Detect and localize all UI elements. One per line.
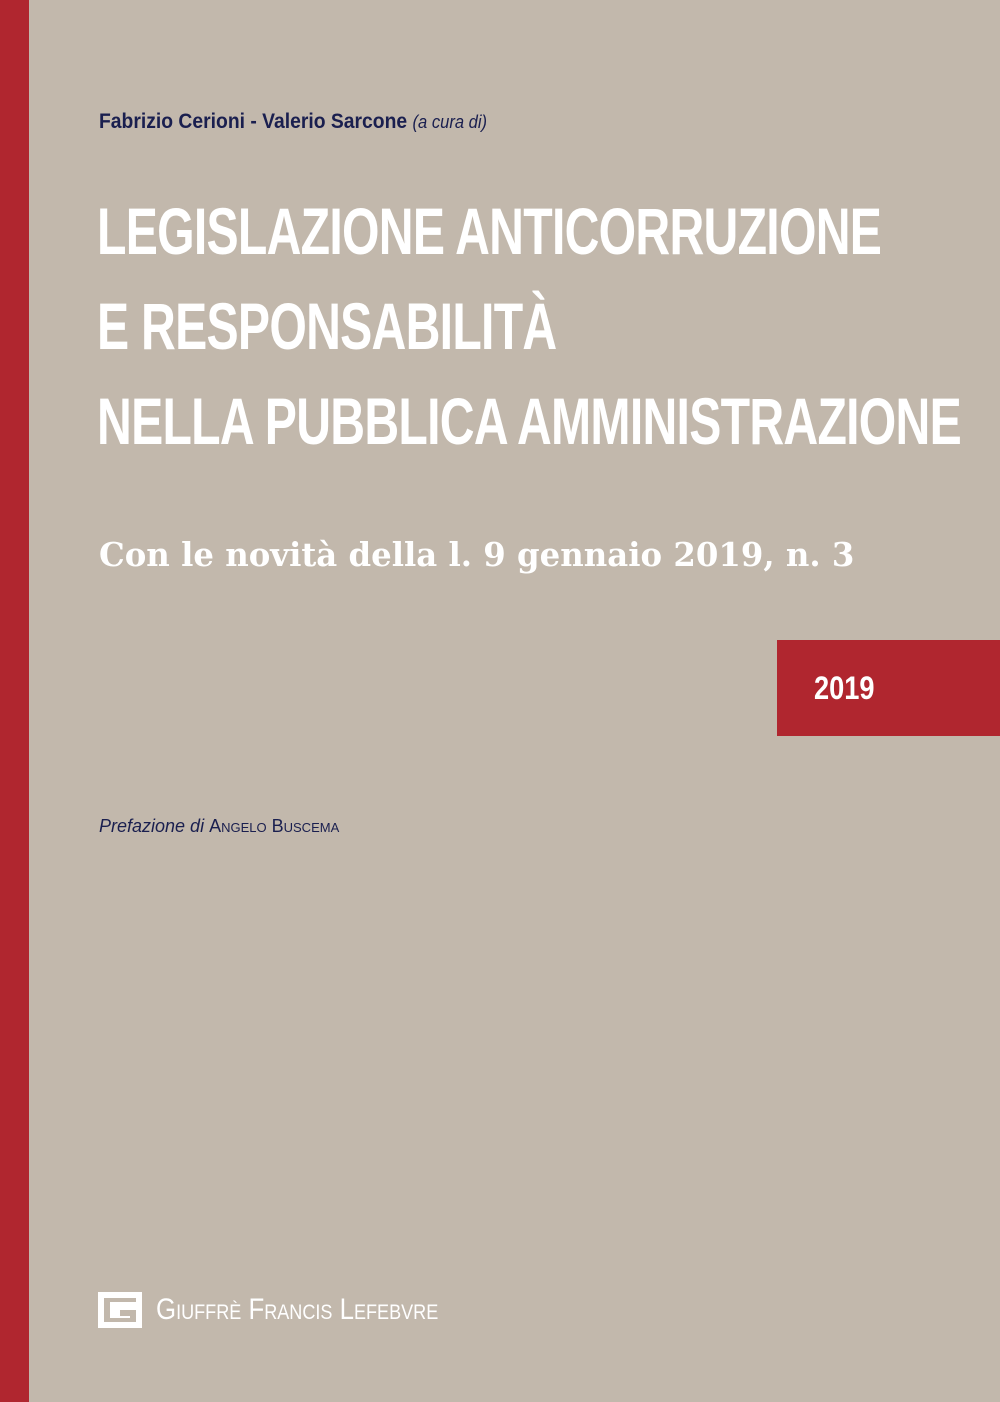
title-line-1: LEGISLAZIONE ANTICORRUZIONE [97, 194, 882, 268]
book-title [97, 184, 961, 469]
book-subtitle: Con le novità della l. 9 gennaio 2019, n. 3 [99, 535, 855, 574]
preface-label: Prefazione di [99, 816, 205, 836]
publisher-brand [98, 1292, 484, 1328]
year-label: 2019 [814, 670, 875, 706]
spine-color-band [0, 0, 29, 1402]
preface-author: Angelo Buscema [209, 816, 340, 836]
publisher-name: Giuffrè Francis Lefebvre [156, 1293, 439, 1326]
title-line-3: NELLA PUBBLICA AMMINISTRAZIONE [97, 384, 962, 458]
publisher-logo-icon [98, 1292, 142, 1328]
year-badge [777, 640, 1000, 736]
preface-line [99, 816, 339, 837]
authors-names: Fabrizio Cerioni - Valerio Sarcone [99, 110, 408, 133]
title-line-2: E RESPONSABILITÀ [97, 289, 557, 363]
author-line [99, 110, 487, 134]
editor-note: (a cura di) [412, 112, 488, 132]
